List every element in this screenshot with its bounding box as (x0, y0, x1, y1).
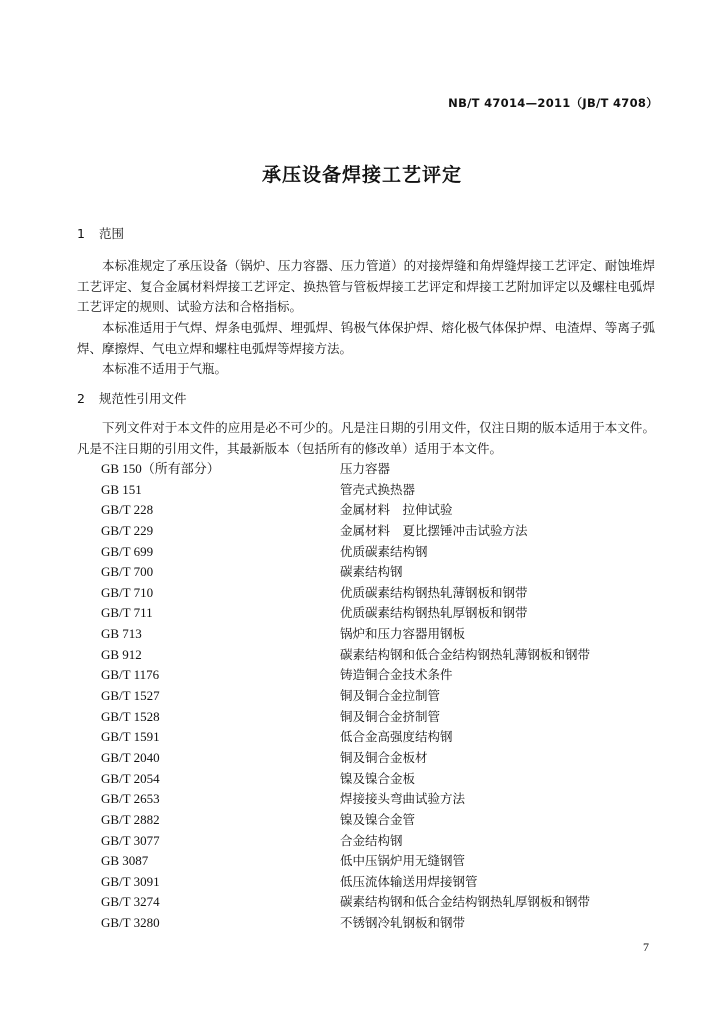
reference-code: GB/T 710 (101, 584, 154, 600)
reference-title: 优质碳素结构钢热轧厚钢板和钢带 (340, 605, 528, 621)
section-number: 1 (77, 226, 85, 241)
section-number: 2 (77, 391, 85, 406)
reference-title: 低压流体输送用焊接钢管 (340, 873, 478, 889)
reference-code: GB/T 1591 (101, 729, 160, 745)
reference-item (101, 872, 661, 893)
reference-code: GB/T 3280 (101, 915, 160, 931)
reference-item (101, 851, 661, 872)
section-title: 范围 (99, 226, 125, 241)
reference-item (101, 665, 661, 686)
reference-code: GB/T 699 (101, 543, 154, 559)
reference-title: 碳素结构钢和低合金结构钢热轧厚钢板和钢带 (340, 894, 591, 910)
reference-code: GB/T 229 (101, 522, 154, 538)
reference-code: GB 151 (101, 481, 142, 497)
reference-title: 铸造铜合金技术条件 (340, 667, 453, 683)
section-title: 规范性引用文件 (99, 391, 187, 406)
reference-code: GB/T 700 (101, 564, 154, 580)
reference-title: 优质碳素结构钢热轧薄钢板和钢带 (340, 584, 528, 600)
reference-item (101, 603, 661, 624)
page-number: 7 (643, 940, 649, 954)
reference-code: GB/T 2054 (101, 770, 160, 786)
reference-title: 管壳式换热器 (340, 481, 416, 497)
reference-code: GB/T 1527 (101, 688, 160, 704)
reference-item (101, 686, 661, 707)
reference-item (101, 913, 661, 934)
reference-item (101, 892, 661, 913)
reference-title: 铜及铜合金挤制管 (340, 708, 441, 724)
reference-item (101, 459, 661, 480)
paragraph: 本标准不适用于气瓶。 (102, 361, 228, 376)
reference-code: GB/T 1528 (101, 708, 160, 724)
reference-code: GB 150（所有部分） (101, 461, 220, 476)
reference-item (101, 521, 661, 542)
reference-item (101, 707, 661, 728)
reference-title: 镍及镍合金管 (340, 811, 416, 827)
reference-item (101, 500, 661, 521)
reference-item (101, 624, 661, 645)
reference-code: GB/T 711 (101, 605, 153, 621)
paragraph: 本标准规定了承压设备（锅炉、压力容器、压力管道）的对接焊缝和角焊缝焊接工艺评定、耐蚀堆焊工艺评定、复合金属材料焊接工艺评定、换热管与管板焊接工艺评定和焊接工艺附加评定以及螺柱电弧焊工艺评定的规则、试验方法和合格指标。 (77, 258, 655, 315)
reference-title: 压力容器 (340, 461, 391, 476)
reference-item (101, 645, 661, 666)
reference-code: GB/T 1176 (101, 667, 160, 683)
reference-item (101, 789, 661, 810)
reference-code: GB/T 2653 (101, 791, 160, 807)
reference-item (101, 480, 661, 501)
reference-title: 低合金高强度结构钢 (340, 729, 453, 745)
reference-title: 碳素结构钢 (340, 564, 403, 580)
reference-title: 铜及铜合金拉制管 (340, 688, 441, 704)
section-2-heading (77, 389, 187, 407)
paragraph: 本标准适用于气焊、焊条电弧焊、埋弧焊、钨极气体保护焊、熔化极气体保护焊、电渣焊、等离子弧焊、摩擦焊、气电立焊和螺柱电弧焊等焊接方法。 (77, 320, 655, 356)
reference-item (101, 727, 661, 748)
reference-item (101, 810, 661, 831)
reference-item (101, 769, 661, 790)
reference-code: GB/T 228 (101, 502, 154, 518)
reference-list (101, 459, 661, 934)
reference-code: GB 912 (101, 646, 142, 662)
reference-title: 金属材料 夏比摆锤冲击试验方法 (340, 522, 528, 538)
reference-item (101, 542, 661, 563)
reference-item (101, 748, 661, 769)
reference-item (101, 562, 661, 583)
reference-title: 低中压锅炉用无缝钢管 (340, 853, 466, 869)
reference-code: GB 3087 (101, 853, 149, 869)
reference-title: 镍及镍合金板 (340, 770, 416, 786)
reference-item (101, 831, 661, 852)
reference-title: 优质碳素结构钢 (340, 543, 428, 559)
page-title: 承压设备焊接工艺评定 (261, 164, 462, 186)
reference-title: 金属材料 拉伸试验 (340, 502, 453, 518)
paragraph: 下列文件对于本文件的应用是必不可少的。凡是注日期的引用文件，仅注日期的版本适用于本文件。凡是不注日期的引用文件，其最新版本（包括所有的修改单）适用于本文件。 (77, 420, 655, 456)
reference-title: 不锈钢冷轧钢板和钢带 (340, 915, 466, 931)
reference-code: GB/T 3091 (101, 873, 160, 889)
standard-code: NB/T 47014—2011（JB/T 4708） (448, 96, 658, 110)
section-1-heading (77, 224, 124, 242)
reference-item (101, 583, 661, 604)
reference-title: 锅炉和压力容器用钢板 (340, 626, 466, 642)
reference-title: 碳素结构钢和低合金结构钢热轧薄钢板和钢带 (340, 646, 591, 662)
reference-code: GB/T 3274 (101, 894, 160, 910)
reference-code: GB/T 2882 (101, 811, 160, 827)
reference-title: 合金结构钢 (340, 832, 403, 848)
reference-title: 焊接接头弯曲试验方法 (340, 791, 466, 807)
reference-code: GB 713 (101, 626, 142, 642)
reference-code: GB/T 2040 (101, 749, 160, 765)
reference-code: GB/T 3077 (101, 832, 160, 848)
reference-title: 铜及铜合金板材 (340, 749, 428, 765)
